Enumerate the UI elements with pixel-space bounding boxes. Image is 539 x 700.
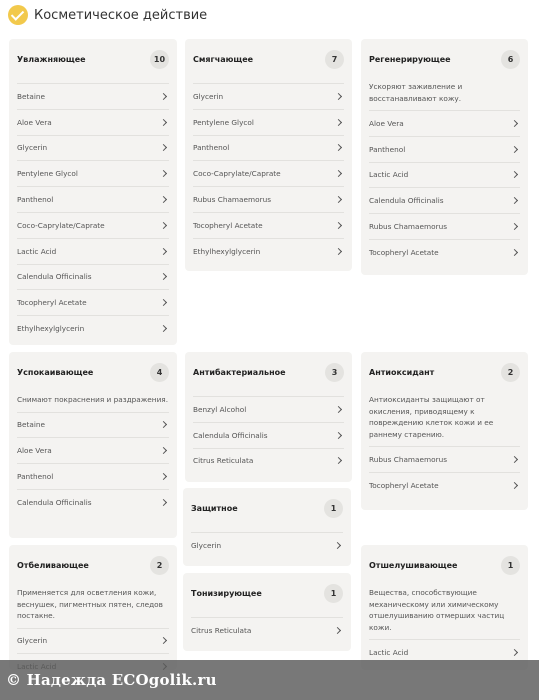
card-description: Антиоксиданты защищают от окисления, приводящему к повреждению клеток кожи и ее раннему старению. [369, 395, 494, 439]
count-badge: 4 [150, 363, 169, 382]
count-badge: 2 [501, 363, 520, 382]
ingredient-label: Calendula Officinalis [193, 430, 268, 440]
ingredient-label: Rubus Chamaemorus [369, 454, 448, 464]
ingredient-item-glycerin[interactable] [17, 628, 169, 654]
ingredient-label: Panthenol [17, 195, 54, 205]
ingredient-label: Coco-Caprylate/Caprate [193, 169, 281, 179]
ingredient-item-citrus-reticulata[interactable] [193, 448, 344, 474]
ingredient-item-aloe-vera[interactable] [17, 109, 169, 135]
card-title: Антибактериальное [193, 367, 286, 377]
chevron-right-icon [160, 299, 167, 306]
ingredient-item-aloe-vera[interactable] [17, 437, 169, 463]
count-badge: 1 [324, 584, 343, 603]
ingredient-label: Panthenol [369, 144, 406, 154]
card-header[interactable] [17, 39, 169, 79]
chevron-right-icon [335, 93, 342, 100]
effect-card-4 [9, 352, 177, 538]
chevron-right-icon [511, 120, 518, 127]
effect-card-8 [9, 545, 177, 670]
ingredient-item-panthenol[interactable] [17, 186, 169, 212]
count-badge: 1 [501, 556, 520, 575]
ingredient-list [369, 446, 520, 498]
ingredient-item-ethylhexylglycerin[interactable] [17, 315, 169, 341]
effect-card-5 [185, 352, 352, 482]
card-title: Тонизирующее [191, 588, 262, 598]
count-badge: 1 [324, 499, 343, 518]
ingredient-item-pentylene-glycol[interactable] [17, 160, 169, 186]
ingredient-label: Lactic Acid [17, 246, 57, 256]
count-badge: 10 [150, 50, 169, 69]
ingredient-list [17, 83, 169, 341]
card-description: Вещества, способствующие механическому или химическому отшелушиванию отмерших частиц кожи. [369, 588, 505, 632]
card-description: Ускоряют заживление и восстанавливают кожу. [369, 82, 463, 103]
ingredient-label: Rubus Chamaemorus [193, 195, 272, 205]
effect-card-9 [183, 573, 351, 651]
card-title: Защитное [191, 503, 238, 513]
count-badge: 7 [325, 50, 344, 69]
ingredient-label: Citrus Reticulata [191, 625, 252, 635]
ingredient-list [369, 110, 520, 265]
ingredient-label: Glycerin [191, 540, 222, 550]
chevron-right-icon [335, 248, 342, 255]
chevron-right-icon [160, 447, 167, 454]
card-description: Снимают покраснения и раздражения. [17, 395, 169, 404]
ingredient-item-benzyl-alcohol[interactable] [193, 396, 344, 422]
chevron-right-icon [160, 222, 167, 229]
ingredient-item-glycerin[interactable] [191, 532, 343, 558]
ingredient-item-panthenol[interactable] [17, 463, 169, 489]
chevron-right-icon [511, 249, 518, 256]
ingredient-list [191, 532, 343, 558]
check-circle-icon [8, 5, 28, 25]
count-badge: 3 [325, 363, 344, 382]
ingredient-label: Ethylhexylglycerin [193, 246, 261, 256]
effect-card-7 [183, 488, 351, 566]
card-title: Успокаивающее [17, 367, 94, 377]
chevron-right-icon [511, 146, 518, 153]
chevron-right-icon [335, 432, 342, 439]
effect-card-2 [185, 39, 352, 271]
ingredient-label: Pentylene Glycol [17, 169, 78, 179]
chevron-right-icon [335, 119, 342, 126]
chevron-right-icon [511, 197, 518, 204]
card-header[interactable] [369, 545, 520, 585]
chevron-right-icon [511, 456, 518, 463]
chevron-right-icon [160, 144, 167, 151]
ingredient-label: Aloe Vera [17, 117, 52, 127]
effect-card-3 [361, 39, 528, 275]
card-header[interactable] [369, 352, 520, 392]
ingredient-label: Calendula Officinalis [369, 196, 444, 206]
ingredient-item-tocopheryl-acetate[interactable] [369, 472, 520, 498]
ingredient-label: Coco-Caprylate/Caprate [17, 220, 105, 230]
chevron-right-icon [160, 325, 167, 332]
chevron-right-icon [511, 482, 518, 489]
card-title: Регенерирующее [369, 54, 451, 64]
chevron-right-icon [335, 406, 342, 413]
ingredient-label: Benzyl Alcohol [193, 404, 247, 414]
chevron-right-icon [335, 196, 342, 203]
chevron-right-icon [335, 222, 342, 229]
ingredient-label: Ethylhexylglycerin [17, 324, 85, 334]
effect-card-10 [361, 545, 528, 670]
card-header[interactable] [193, 352, 344, 392]
chevron-right-icon [335, 144, 342, 151]
ingredient-item-pentylene-glycol[interactable] [193, 109, 344, 135]
count-badge: 2 [150, 556, 169, 575]
chevron-right-icon [160, 421, 167, 428]
ingredient-list [193, 396, 344, 473]
ingredient-label: Tocopheryl Acetate [369, 480, 439, 490]
ingredient-item-betaine[interactable] [17, 412, 169, 438]
card-header[interactable] [17, 545, 169, 585]
ingredient-label: Betaine [17, 91, 45, 101]
ingredient-label: Panthenol [17, 471, 54, 481]
card-header[interactable] [191, 488, 343, 528]
effect-card-1 [9, 39, 177, 345]
ingredient-item-betaine[interactable] [17, 83, 169, 109]
card-title: Смягчающее [193, 54, 254, 64]
section-header [8, 4, 207, 26]
chevron-right-icon [160, 637, 167, 644]
ingredient-label: Glycerin [193, 91, 224, 101]
ingredient-label: Lactic Acid [369, 647, 409, 657]
chevron-right-icon [335, 457, 342, 464]
ingredient-item-coco-caprylate-caprate[interactable] [193, 160, 344, 186]
ingredient-label: Tocopheryl Acetate [193, 220, 263, 230]
effect-card-6 [361, 352, 528, 510]
ingredient-list [191, 617, 343, 643]
chevron-right-icon [511, 649, 518, 656]
card-header[interactable] [369, 39, 520, 79]
ingredient-label: Citrus Reticulata [193, 456, 254, 466]
chevron-right-icon [160, 273, 167, 280]
card-description: Применяется для осветления кожи, веснушек, пигментных пятен, следов постакне. [17, 588, 163, 620]
ingredient-item-calendula-officinalis[interactable] [193, 422, 344, 448]
chevron-right-icon [511, 171, 518, 178]
card-header[interactable] [191, 573, 343, 613]
ingredient-item-tocopheryl-acetate[interactable] [193, 212, 344, 238]
ingredient-label: Glycerin [17, 143, 48, 153]
ingredient-label: Calendula Officinalis [17, 497, 92, 507]
chevron-right-icon [160, 93, 167, 100]
ingredient-item-panthenol[interactable] [193, 135, 344, 161]
chevron-right-icon [160, 170, 167, 177]
ingredient-label: Aloe Vera [369, 118, 404, 128]
ingredient-item-rubus-chamaemorus[interactable] [193, 186, 344, 212]
ingredient-item-lactic-acid[interactable] [17, 238, 169, 264]
ingredient-label: Tocopheryl Acetate [17, 298, 87, 308]
count-badge: 6 [501, 50, 520, 69]
card-header[interactable] [17, 352, 169, 392]
chevron-right-icon [160, 499, 167, 506]
watermark-bar [0, 660, 539, 700]
chevron-right-icon [160, 119, 167, 126]
ingredient-item-tocopheryl-acetate[interactable] [17, 289, 169, 315]
chevron-right-icon [160, 196, 167, 203]
ingredient-item-aloe-vera[interactable] [369, 110, 520, 136]
ingredient-list [17, 412, 169, 515]
ingredient-item-ethylhexylglycerin[interactable] [193, 238, 344, 264]
watermark-text: © Надежда ECOgolik.ru [6, 671, 217, 689]
ingredient-item-panthenol[interactable] [369, 136, 520, 162]
ingredient-label: Panthenol [193, 143, 230, 153]
ingredient-item-citrus-reticulata[interactable] [191, 617, 343, 643]
ingredient-label: Aloe Vera [17, 446, 52, 456]
ingredient-label: Betaine [17, 420, 45, 430]
ingredient-item-calendula-officinalis[interactable] [17, 264, 169, 290]
chevron-right-icon [511, 223, 518, 230]
ingredient-label: Lactic Acid [369, 170, 409, 180]
ingredient-label: Tocopheryl Acetate [369, 247, 439, 257]
ingredient-item-tocopheryl-acetate[interactable] [369, 239, 520, 265]
chevron-right-icon [334, 627, 341, 634]
ingredient-label: Pentylene Glycol [193, 117, 254, 127]
ingredient-item-rubus-chamaemorus[interactable] [369, 446, 520, 472]
ingredient-list [193, 83, 344, 264]
chevron-right-icon [334, 542, 341, 549]
chevron-right-icon [160, 248, 167, 255]
card-title: Отбеливающее [17, 560, 89, 570]
ingredient-item-calendula-officinalis[interactable] [17, 489, 169, 515]
ingredient-item-glycerin[interactable] [17, 135, 169, 161]
ingredient-item-rubus-chamaemorus[interactable] [369, 213, 520, 239]
ingredient-label: Calendula Officinalis [17, 272, 92, 282]
ingredient-item-coco-caprylate-caprate[interactable] [17, 212, 169, 238]
ingredient-item-glycerin[interactable] [193, 83, 344, 109]
chevron-right-icon [160, 473, 167, 480]
ingredient-item-lactic-acid[interactable] [369, 162, 520, 188]
card-title: Увлажняющее [17, 54, 86, 64]
ingredient-item-calendula-officinalis[interactable] [369, 187, 520, 213]
section-title: Косметическое действие [34, 7, 208, 23]
card-header[interactable] [193, 39, 344, 79]
chevron-right-icon [335, 170, 342, 177]
ingredient-label: Glycerin [17, 636, 48, 646]
card-title: Антиоксидант [369, 367, 435, 377]
ingredient-label: Rubus Chamaemorus [369, 222, 448, 232]
card-title: Отшелушивающее [369, 560, 458, 570]
